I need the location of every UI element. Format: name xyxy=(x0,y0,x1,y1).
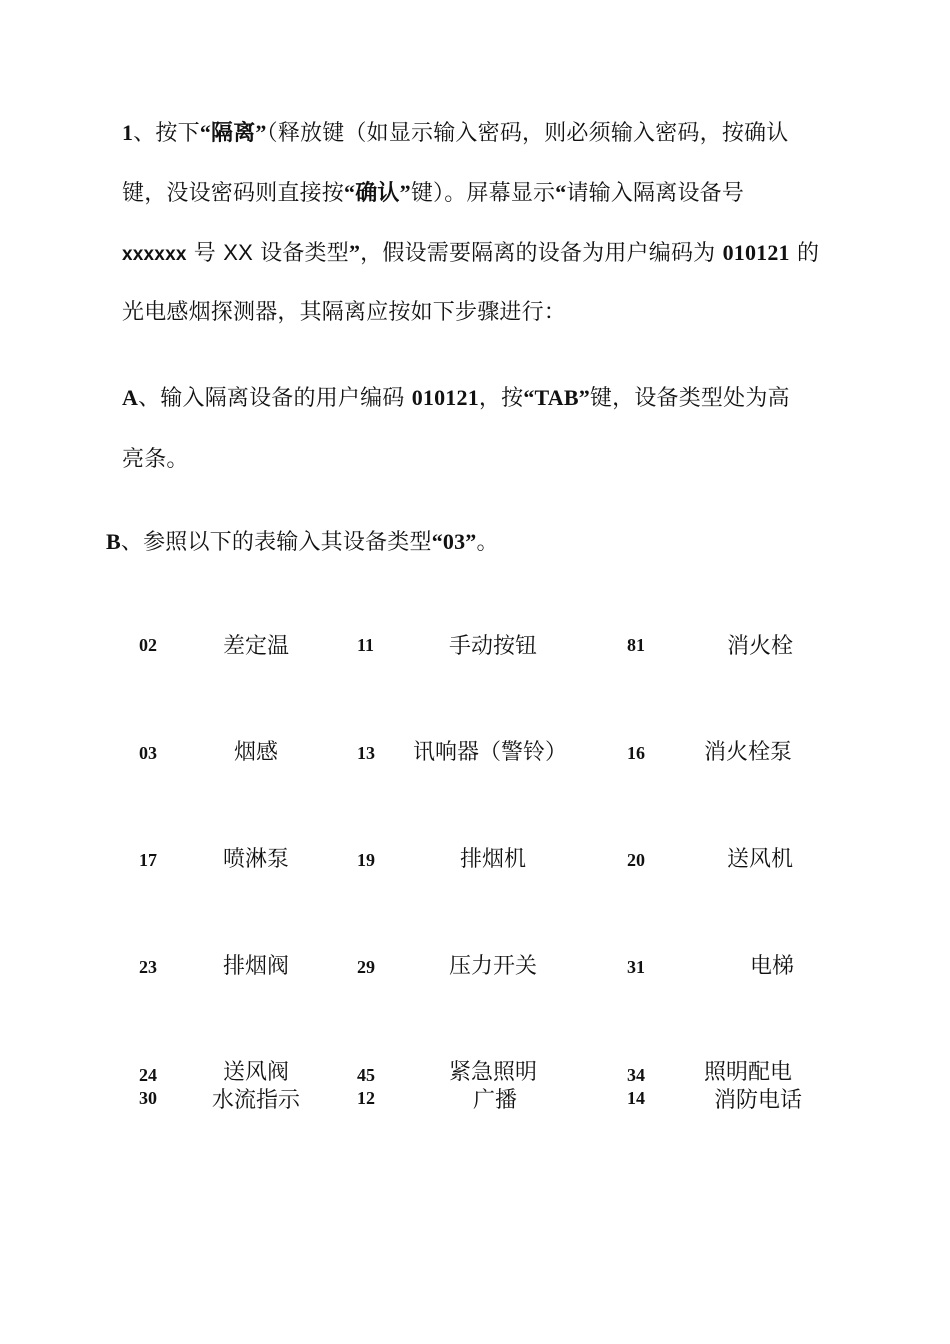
device-name: 烟感 xyxy=(233,740,278,765)
device-name: 电梯 xyxy=(749,954,794,979)
paragraph-1-line-2: 键，没设密码则直接按“确认”键）。屏幕显示“请输入隔离设备号 xyxy=(122,180,745,206)
device-code: 30 xyxy=(139,1088,157,1108)
device-code: 02 xyxy=(139,635,157,655)
device-code: 11 xyxy=(357,635,375,655)
device-name: 紧急照明 xyxy=(448,1060,537,1085)
device-code: 34 xyxy=(627,1065,645,1085)
step-a-line-2: 亮条。 xyxy=(122,447,189,472)
device-code: 20 xyxy=(627,850,645,870)
device-code: 12 xyxy=(357,1088,375,1108)
step-b-line: B、参照以下的表输入其设备类型“03”。 xyxy=(106,529,499,555)
paragraph-1-line-3: xxxxxx 号 XX 设备类型”，假设需要隔离的设备为用户编码为 010121 的 xyxy=(122,240,820,266)
device-code: 19 xyxy=(357,850,375,870)
device-name: 手动按钮 xyxy=(448,634,537,659)
step-a-line-1: A、输入隔离设备的用户编码 010121，按“TAB”键，设备类型处为高 xyxy=(122,385,790,411)
paragraph-1-line-4: 光电感烟探测器，其隔离应按如下步骤进行： xyxy=(122,300,567,325)
device-code: 14 xyxy=(627,1088,645,1108)
device-name: 讯响器（警铃） xyxy=(412,740,567,765)
step-b-label: B xyxy=(106,529,121,554)
device-name: 水流指示 xyxy=(211,1088,300,1113)
device-code: 17 xyxy=(139,850,157,870)
device-code: 03 xyxy=(139,743,157,763)
device-name: 广播 xyxy=(472,1088,517,1113)
device-code: 24 xyxy=(139,1065,157,1085)
device-code: 13 xyxy=(357,743,375,763)
device-name: 喷淋泵 xyxy=(222,847,289,872)
device-name: 压力开关 xyxy=(448,954,537,979)
device-name: 照明配电 xyxy=(703,1060,792,1085)
device-name: 送风机 xyxy=(726,847,793,872)
device-code: 45 xyxy=(357,1065,375,1085)
device-name: 差定温 xyxy=(222,634,289,659)
device-code: 81 xyxy=(627,635,645,655)
device-name: 消防电话 xyxy=(713,1088,802,1113)
step-number: 1 xyxy=(122,120,134,145)
device-code: 31 xyxy=(627,957,645,977)
device-name: 消火栓 xyxy=(726,634,793,659)
device-name: 消火栓泵 xyxy=(703,740,792,765)
device-name: 排烟阀 xyxy=(222,954,289,979)
paragraph-1-line-1: 1、按下“隔离”（释放键（如显示输入密码，则必须输入密码，按确认 xyxy=(122,120,789,146)
device-code: 16 xyxy=(627,743,645,763)
device-name: 排烟机 xyxy=(459,847,526,872)
device-code: 23 xyxy=(139,957,157,977)
device-code: 29 xyxy=(357,957,375,977)
step-a-label: A xyxy=(122,385,139,410)
device-name: 送风阀 xyxy=(222,1060,289,1085)
